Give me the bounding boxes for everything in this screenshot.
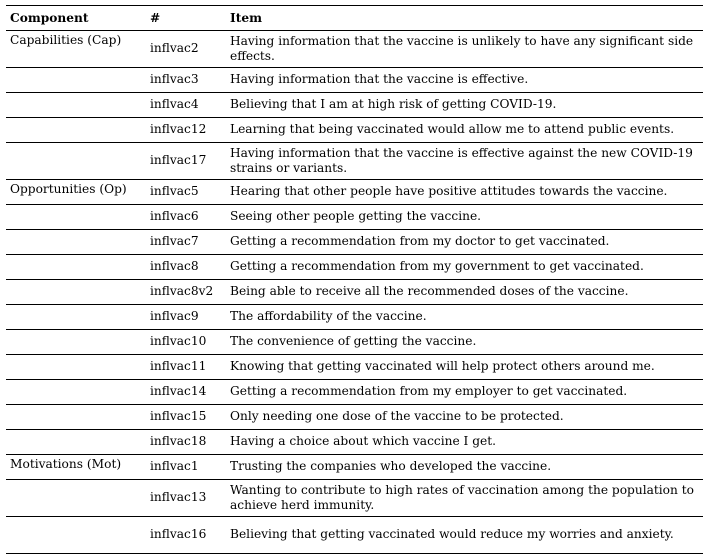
item-text-cell: Getting a recommendation from my doctor to get vaccinated. <box>226 230 703 255</box>
item-id-cell: inflvac4 <box>146 93 226 118</box>
item-id-cell: inflvac3 <box>146 68 226 93</box>
item-text-cell: Hearing that other people have positive attitudes towards the vaccine. <box>226 180 703 205</box>
item-text-cell: Believing that I am at high risk of getting COVID-19. <box>226 93 703 118</box>
component-cell <box>6 517 146 554</box>
item-text-cell: Wanting to contribute to high rates of vaccination among the population to achieve herd immunity. <box>226 480 703 517</box>
component-cell <box>6 230 146 255</box>
table-row <box>6 305 703 330</box>
table-row <box>6 517 703 554</box>
header-item: Item <box>226 6 703 31</box>
item-id-cell: inflvac10 <box>146 330 226 355</box>
item-id-cell: inflvac2 <box>146 31 226 68</box>
component-cell <box>6 255 146 280</box>
component-cell: Motivations (Mot) <box>6 455 146 480</box>
item-text-cell: Only needing one dose of the vaccine to be protected. <box>226 405 703 430</box>
table-row <box>6 380 703 405</box>
item-id-cell: inflvac16 <box>146 517 226 554</box>
item-id-cell: inflvac8v2 <box>146 280 226 305</box>
item-text-cell: Believing that getting vaccinated would reduce my worries and anxiety. <box>226 517 703 554</box>
component-cell <box>6 280 146 305</box>
header-number: # <box>146 6 226 31</box>
table-row <box>6 118 703 143</box>
item-id-cell: inflvac15 <box>146 405 226 430</box>
component-cell <box>6 380 146 405</box>
table-row <box>6 455 703 480</box>
item-text-cell: Being able to receive all the recommended doses of the vaccine. <box>226 280 703 305</box>
table-row <box>6 330 703 355</box>
component-cell <box>6 68 146 93</box>
item-text-cell: The affordability of the vaccine. <box>226 305 703 330</box>
table-row <box>6 143 703 180</box>
item-id-cell: inflvac17 <box>146 143 226 180</box>
table-row <box>6 93 703 118</box>
item-text-cell: Getting a recommendation from my government to get vaccinated. <box>226 255 703 280</box>
item-id-cell: inflvac14 <box>146 380 226 405</box>
component-cell <box>6 480 146 517</box>
component-cell <box>6 405 146 430</box>
item-text-cell: The convenience of getting the vaccine. <box>226 330 703 355</box>
component-cell: Capabilities (Cap) <box>6 31 146 68</box>
component-cell: Opportunities (Op) <box>6 180 146 205</box>
table-row <box>6 255 703 280</box>
item-text-cell: Getting a recommendation from my employer to get vaccinated. <box>226 380 703 405</box>
item-text-cell: Having information that the vaccine is effective against the new COVID-19 strains or variants. <box>226 143 703 180</box>
table-body <box>6 31 703 554</box>
component-cell <box>6 305 146 330</box>
item-id-cell: inflvac5 <box>146 180 226 205</box>
table-row <box>6 480 703 517</box>
table-row <box>6 31 703 68</box>
header-component: Component <box>6 6 146 31</box>
component-cell <box>6 143 146 180</box>
table-row <box>6 68 703 93</box>
item-id-cell: inflvac1 <box>146 455 226 480</box>
item-id-cell: inflvac18 <box>146 430 226 455</box>
table-row <box>6 405 703 430</box>
table-row <box>6 230 703 255</box>
item-id-cell: inflvac13 <box>146 480 226 517</box>
item-text-cell: Having information that the vaccine is unlikely to have any significant side effects. <box>226 31 703 68</box>
item-text-cell: Having a choice about which vaccine I get. <box>226 430 703 455</box>
item-text-cell: Having information that the vaccine is effective. <box>226 68 703 93</box>
table-row <box>6 280 703 305</box>
item-text-cell: Seeing other people getting the vaccine. <box>226 205 703 230</box>
item-id-cell: inflvac7 <box>146 230 226 255</box>
table-row <box>6 355 703 380</box>
table-row <box>6 205 703 230</box>
item-id-cell: inflvac6 <box>146 205 226 230</box>
component-cell <box>6 430 146 455</box>
influence-items-table <box>6 5 703 554</box>
component-cell <box>6 93 146 118</box>
item-text-cell: Learning that being vaccinated would allow me to attend public events. <box>226 118 703 143</box>
component-cell <box>6 355 146 380</box>
table-header-row <box>6 6 703 31</box>
table-row <box>6 430 703 455</box>
item-text-cell: Knowing that getting vaccinated will help protect others around me. <box>226 355 703 380</box>
component-cell <box>6 330 146 355</box>
table-row <box>6 180 703 205</box>
item-id-cell: inflvac8 <box>146 255 226 280</box>
item-id-cell: inflvac12 <box>146 118 226 143</box>
component-cell <box>6 205 146 230</box>
item-text-cell: Trusting the companies who developed the vaccine. <box>226 455 703 480</box>
item-id-cell: inflvac11 <box>146 355 226 380</box>
item-id-cell: inflvac9 <box>146 305 226 330</box>
component-cell <box>6 118 146 143</box>
